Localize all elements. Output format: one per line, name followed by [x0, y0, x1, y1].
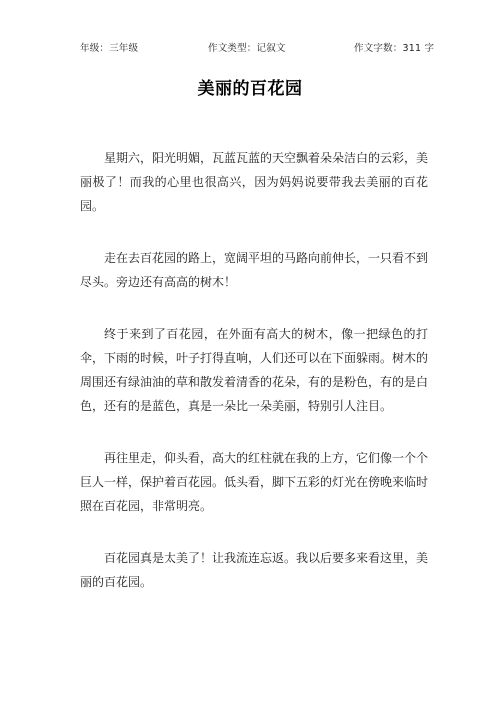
essay-type-label: 作文类型：记叙文 — [208, 43, 286, 54]
paragraph-1: 星期六，阳光明媚，瓦蓝瓦蓝的天空飘着朵朵洁白的云彩，美丽极了！而我的心里也很高兴，因为妈妈说要带我去美丽的百花园。 — [80, 151, 429, 213]
essay-body — [80, 146, 428, 622]
paragraph-5: 百花园真是太美了！让我流连忘返。我以后要多来看这里，美丽的百花园。 — [80, 551, 429, 589]
word-count-label: 作文字数：311 字 — [354, 43, 435, 54]
grade-label: 年级：三年级 — [80, 43, 139, 54]
paragraph-3: 终于来到了百花园，在外面有高大的树木，像一把绿色的打伞，下雨的时候，叶子打得直响，人们还可以在下面躲雨。树木的周围还有绿油油的草和散发着清香的花朵，有的是粉色，有的是白色，还有的是蓝色，真是一朵比一朵美丽，特别引人注目。 — [80, 327, 429, 413]
paragraph-4: 再往里走，仰头看，高大的红柱就在我的上方，它们像一个个巨人一样，保护着百花园。低头看，脚下五彩的灯光在傍晚来临时照在百花园，非常明亮。 — [80, 451, 429, 513]
paragraph-2: 走在去百花园的路上，宽阔平坦的马路向前伸长，一只看不到尽头。旁边还有高高的树木！ — [80, 251, 429, 289]
essay-title: 美丽的百花园 — [197, 79, 303, 99]
